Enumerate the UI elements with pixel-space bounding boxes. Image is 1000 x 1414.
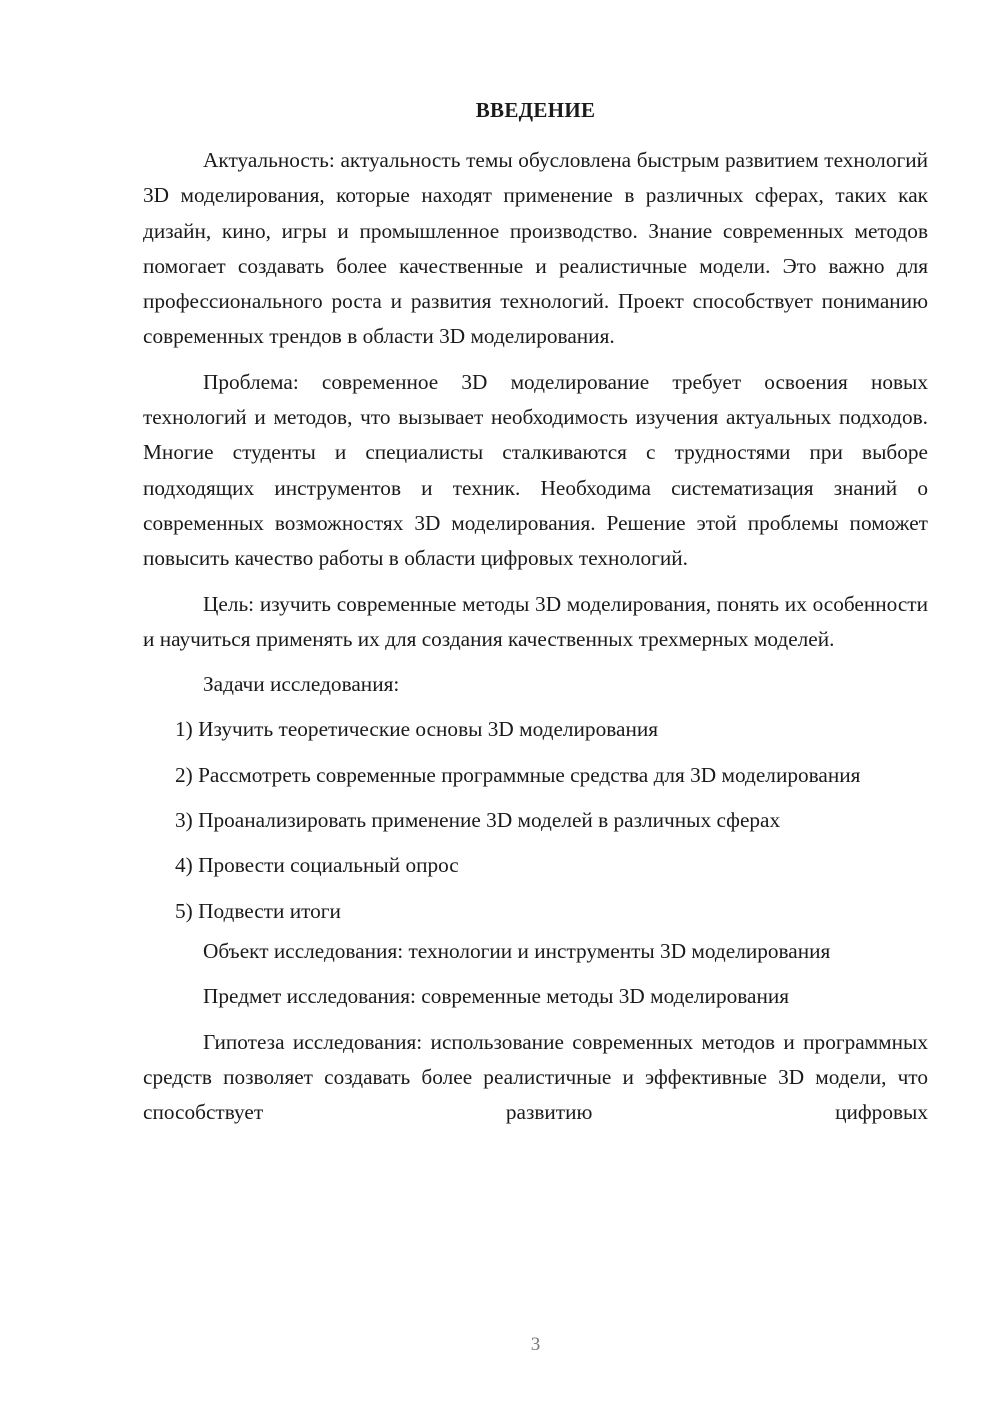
paragraph-hypothesis: Гипотеза исследования: использование современных методов и программных средств позволяет создавать более реалистичные и эффективные 3D модели, что способствует развитию цифровых bbox=[143, 1029, 928, 1125]
paragraph-object: Объект исследования: технологии и инструменты 3D моделирования bbox=[203, 938, 831, 963]
paragraph-subject: Предмет исследования: современные методы 3D моделирования bbox=[203, 984, 790, 1009]
page-number: 3 bbox=[530, 1334, 541, 1355]
paragraph-tasks-heading: Задачи исследования: bbox=[203, 672, 400, 697]
document-body bbox=[143, 143, 928, 1130]
document-page bbox=[143, 0, 928, 1414]
paragraph-problem: Проблема: современное 3D моделирование требует освоения новых технологий и методов, что вызывает необходимость изучения актуальных подходов. Многие студенты и специалисты сталкиваются с трудностями при выборе подходящих инструментов и техник. Необходима систематизация знаний о современных возможностях 3D моделирования. Решение этой проблемы поможет повысить качество работы в области цифровых технологий. bbox=[143, 369, 928, 571]
task-item-3: 3) Проанализировать применение 3D моделей в различных сферах bbox=[175, 808, 781, 833]
task-item-1: 1) Изучить теоретические основы 3D моделирования bbox=[175, 717, 659, 742]
task-item-5: 5) Подвести итоги bbox=[175, 898, 341, 923]
section-title: ВВЕДЕНИЕ bbox=[475, 98, 596, 122]
task-item-2: 2) Рассмотреть современные программные средства для 3D моделирования bbox=[175, 762, 861, 787]
paragraph-goal: Цель: изучить современные методы 3D моделирования, понять их особенности и научиться применять их для создания качественных трехмерных моделей. bbox=[143, 591, 928, 651]
paragraph-relevance: Актуальность: актуальность темы обусловлена быстрым развитием технологий 3D моделирования, которые находят применение в различных сферах, таких как дизайн, кино, игры и промышленное производство. Знание современных методов помогает создавать более качественные и реалистичные модели. Это важно для профессионального роста и развития технологий. Проект способствует пониманию современных трендов в области 3D моделирования. bbox=[143, 148, 928, 349]
task-item-4: 4) Провести социальный опрос bbox=[175, 853, 459, 878]
